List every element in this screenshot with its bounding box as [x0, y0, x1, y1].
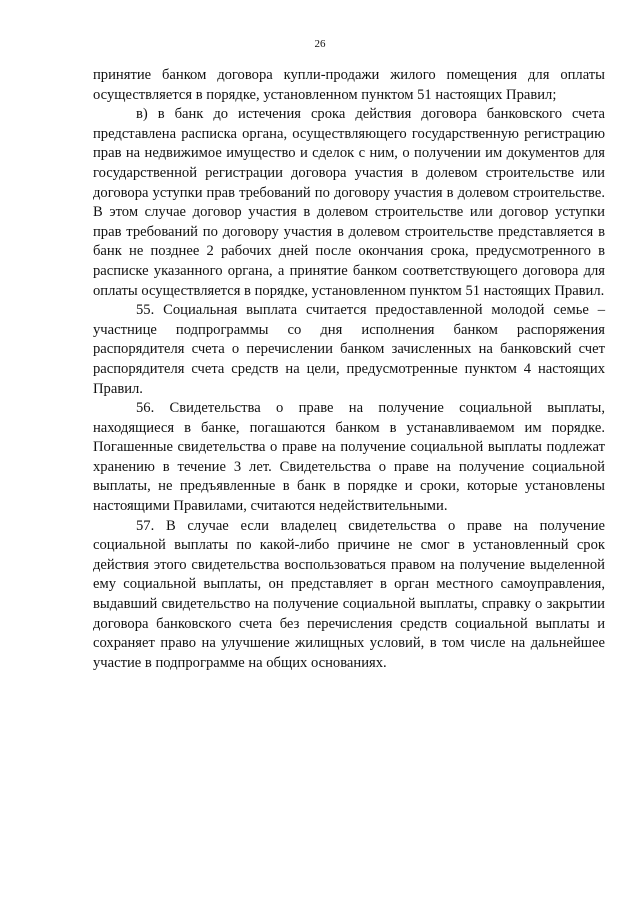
paragraph-continuation: принятие банком договора купли-продажи жилого помещения для оплаты осуществляется в порядке, установленном пунктом 51 настоящих Правил;	[93, 67, 605, 103]
paragraph-55: 55. Социальная выплата считается предоставленной молодой семье – участнице подпрограммы со дня исполнения банком распоряжения распорядителя счета о перечислении банком зачисленных на банковский счет распорядителя счета средств на цели, предусмотренные пунктом 4 настоящих Правил.	[93, 302, 605, 397]
body-text	[93, 66, 605, 673]
paragraph-item-v: в) в банк до истечения срока действия договора банковского счета представлена расписка органа, осуществляющего государственную регистрацию прав на недвижимое имущество и сделок с ним, о получении им документов для государственной регистрации договора участия в долевом строительстве или договора уступки прав требований по договору участия в долевом строительстве. В этом случае договор участия в долевом строительстве или договор уступки прав требований по договору участия в долевом строительстве представляется в банк не позднее 2 рабочих дней после окончания срока, предусмотренного в расписке указанного органа, а принятие банком соответствующего договора для оплаты осуществляется в порядке, установленном пунктом 51 настоящих Правил.	[93, 106, 605, 299]
paragraph-56: 56. Свидетельства о праве на получение социальной выплаты, находящиеся в банке, погашаются банком в устанавливаемом им порядке. Погашенные свидетельства о праве на получение социальной выплаты подлежат хранению в течение 3 лет. Свидетельства о праве на получение социальной выплаты, не предъявленные в банк в порядке и сроки, которые установлены настоящими Правилами, считаются недействительными.	[93, 400, 605, 515]
paragraph-57: 57. В случае если владелец свидетельства о праве на получение социальной выплаты по какой-либо причине не смог в установленный срок действия этого свидетельства воспользоваться правом на получение выделенной ему социальной выплаты, он представляет в орган местного самоуправления, выдавший свидетельство на получение социальной выплаты, справку о закрытии договора банковского счета без перечисления средств социальной выплаты и сохраняет право на улучшение жилищных условий, в том числе на дальнейшее участие в подпрограмме на общих основаниях.	[93, 517, 605, 671]
page-number: 26	[314, 38, 326, 50]
